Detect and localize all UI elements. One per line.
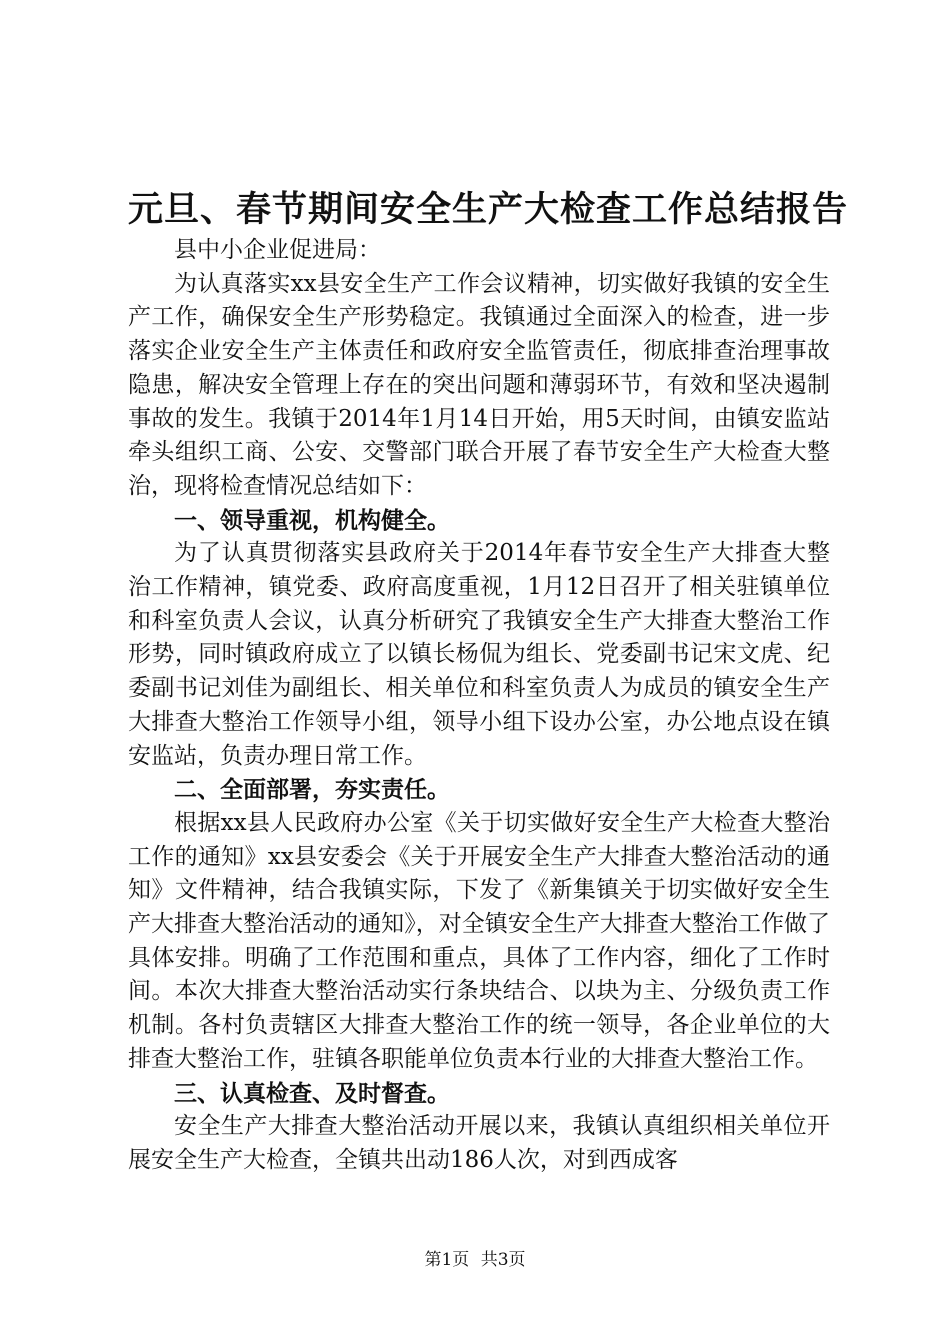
body-paragraph: 安全生产大排查大整治活动开展以来，我镇认真组织相关单位开展安全生产大检查，全镇共出动186人次，对到西成客 bbox=[128, 1113, 830, 1173]
section-heading: 三、认真检查、及时督查。 bbox=[174, 1079, 450, 1107]
section-heading: 一、领导重视，机构健全。 bbox=[174, 506, 450, 534]
section-heading: 二、全面部署，夯实责任。 bbox=[174, 776, 450, 804]
salutation: 县中小企业促进局： bbox=[174, 237, 381, 263]
body-paragraph: 根据xx县人民政府办公室《关于切实做好安全生产大检查大整治工作的通知》xx县安委会《关于开展安全生产大排查大整治活动的通知》文件精神，结合我镇实际，下发了《新集镇关于切实做好安全生产大排查大整治活动的通知》，对全镇安全生产大排查大整治工作做了具体安排。明确了工作范围和重点，具体了工作内容，细化了工作时间。本次大排查大整治活动实行条块结合、以块为主、分级负责工作机制。各村负责辖区大排查大整治工作的统一领导，各企业单位的大排查大整治工作，驻镇各职能单位负责本行业的大排查大整治工作。 bbox=[128, 809, 830, 1072]
document-title: 元旦、春节期间安全生产大检查工作总结报告 bbox=[128, 189, 849, 230]
body-paragraph: 为了认真贯彻落实县政府关于2014年春节安全生产大排查大整治工作精神，镇党委、政府高度重视，1月12日召开了相关驻镇单位和科室负责人会议，认真分析研究了我镇安全生产大排查大整治工作形势，同时镇政府成立了以镇长杨侃为组长、党委副书记宋文虎、纪委副书记刘佳为副组长、相关单位和科室负责人为成员的镇安全生产大排查大整治工作领导小组，领导小组下设办公室，办公地点设在镇安监站，负责办理日常工作。 bbox=[128, 540, 830, 769]
body-paragraph: 为认真落实xx县安全生产工作会议精神，切实做好我镇的安全生产工作，确保安全生产形势稳定。我镇通过全面深入的检查，进一步落实企业安全生产主体责任和政府安全监管责任，彻底排查治理事故隐患，解决安全管理上存在的突出问题和薄弱环节，有效和坚决遏制事故的发生。我镇于2014年1月14日开始，用5天时间，由镇安监站牵头组织工商、公安、交警部门联合开展了春节安全生产大检查大整治，现将检查情况总结如下： bbox=[128, 270, 830, 499]
page-footer bbox=[0, 1248, 950, 1272]
document-body bbox=[128, 234, 830, 1178]
page-total: 共3页 bbox=[480, 1250, 526, 1270]
page-number: 第1页 bbox=[424, 1250, 470, 1270]
